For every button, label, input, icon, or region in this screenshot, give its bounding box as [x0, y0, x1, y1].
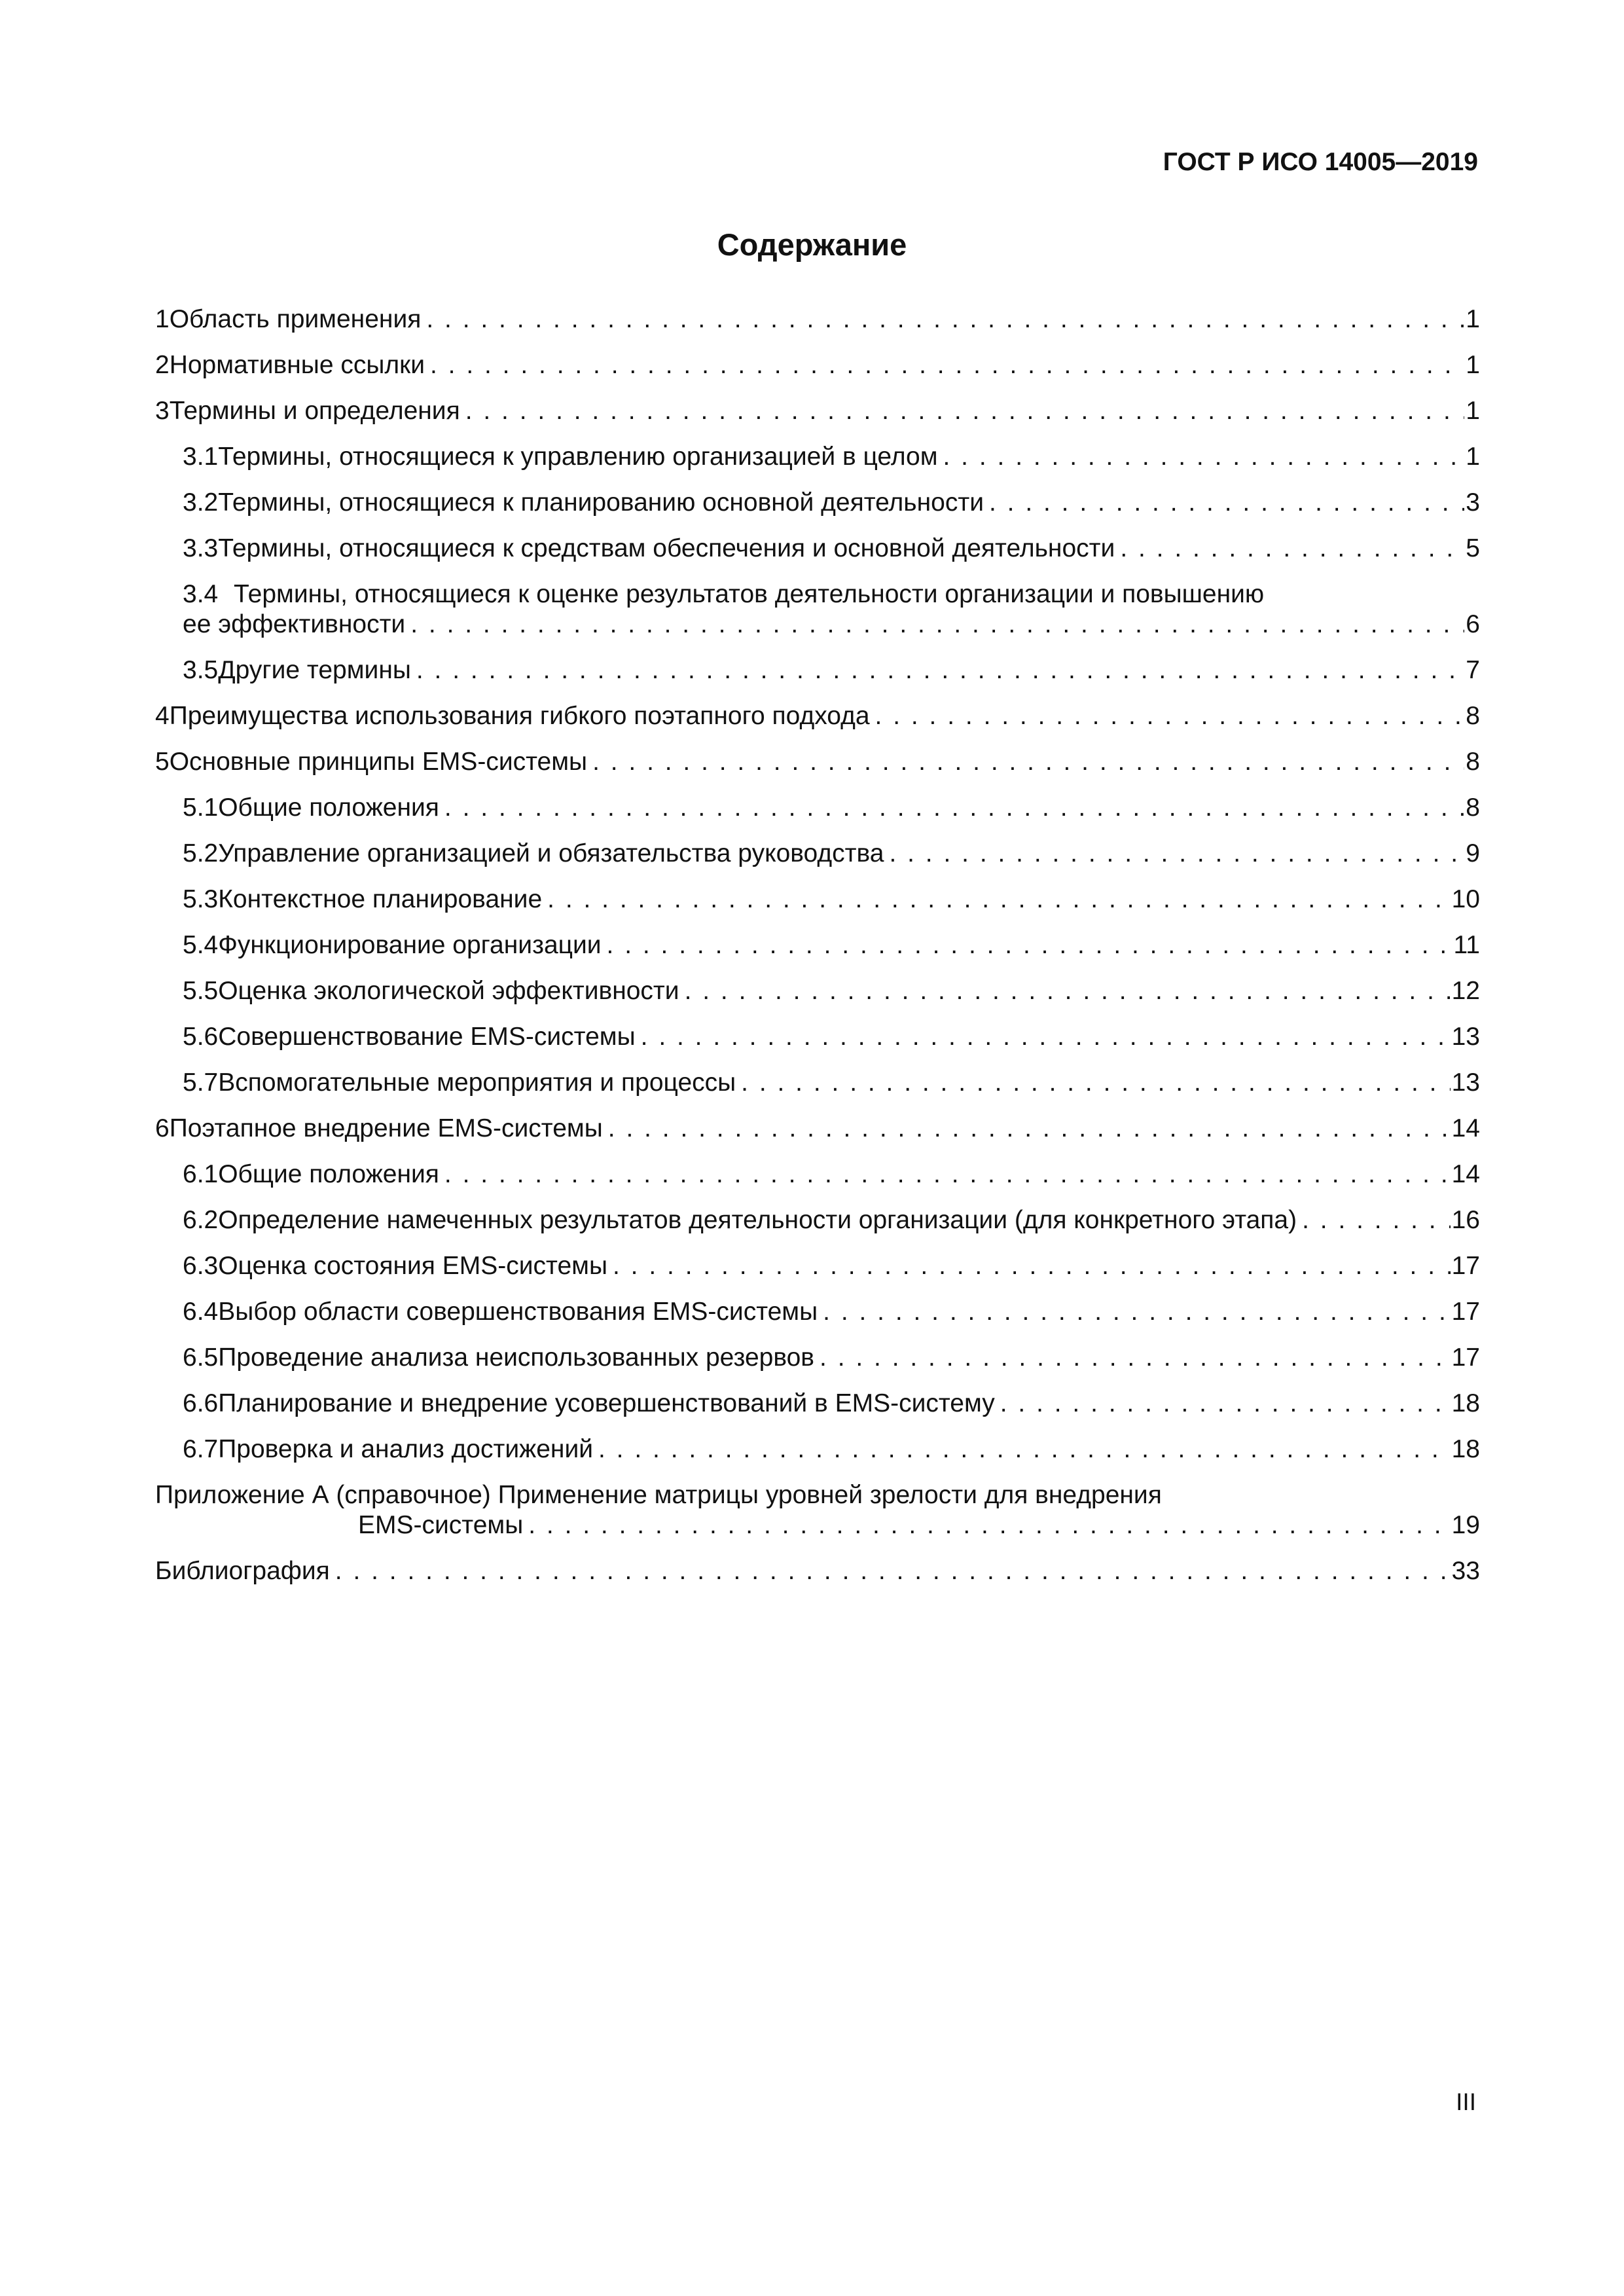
toc-entry-number: 6.4	[183, 1298, 219, 1326]
dot-leader	[613, 1251, 1451, 1281]
dot-leader	[444, 1159, 1451, 1190]
toc-entry-page: 11	[1453, 931, 1480, 959]
toc-entry-page: 3	[1466, 488, 1480, 517]
toc-entry-page: 1	[1466, 351, 1480, 379]
toc-subentry[interactable]	[155, 534, 1480, 564]
toc-entry-page: 6	[1466, 610, 1480, 638]
toc-entry-number: 6.6	[183, 1389, 219, 1417]
dot-leader	[741, 1068, 1450, 1098]
toc-entry-label: Общие положения	[218, 1160, 439, 1188]
toc-entry-page: 13	[1451, 1023, 1480, 1051]
dot-leader	[426, 304, 1464, 335]
toc-entry-label: Термины и определения	[169, 397, 460, 425]
toc-appendix-entry[interactable]	[155, 1480, 1480, 1540]
toc-entry-number: 6.1	[183, 1160, 219, 1188]
toc-entry-number: 1	[155, 305, 170, 333]
toc-entry-label: Другие термины	[218, 656, 411, 684]
dot-leader	[598, 1434, 1451, 1465]
toc-entry-number: 2	[155, 351, 170, 379]
toc-entry-label: Функционирование организации	[218, 931, 602, 959]
toc-entry-label: Основные принципы EMS-системы	[169, 748, 588, 776]
toc-entry-page: 18	[1451, 1389, 1480, 1417]
toc-entry-page: 1	[1466, 305, 1480, 333]
toc-subentry[interactable]	[155, 1389, 1480, 1419]
toc-entry-number: 6.7	[183, 1435, 219, 1463]
toc-entry-number: 5.3	[183, 885, 219, 913]
dot-leader	[943, 442, 1465, 472]
toc-entry-page: 14	[1451, 1160, 1480, 1188]
dot-leader	[608, 1114, 1451, 1144]
toc-entry-page: 8	[1466, 793, 1480, 822]
dot-leader	[1302, 1205, 1451, 1235]
toc-entry-label: Планирование и внедрение усовершенствований в EMS-систему	[218, 1389, 995, 1417]
toc-entry-label: Термины, относящиеся к планированию основной деятельности	[218, 488, 984, 517]
dot-leader	[410, 610, 1464, 640]
toc-entry-page: 8	[1466, 702, 1480, 730]
toc-title: Содержание	[717, 227, 907, 262]
toc-entry-page: 1	[1466, 443, 1480, 471]
table-of-contents	[155, 304, 1480, 1602]
toc-entry-number: 3	[155, 397, 170, 425]
toc-subentry[interactable]	[155, 1205, 1480, 1235]
toc-entry-page: 9	[1466, 839, 1480, 867]
toc-bibliography-entry[interactable]	[155, 1556, 1480, 1586]
dot-leader	[592, 747, 1464, 777]
dot-leader	[1000, 1389, 1451, 1419]
toc-entry-number: 3.3	[183, 534, 219, 562]
toc-entry-page: 14	[1451, 1114, 1480, 1142]
toc-subentry[interactable]	[155, 1343, 1480, 1373]
toc-entry-label-continued: ее эффективности	[183, 610, 406, 638]
toc-subentry[interactable]	[155, 488, 1480, 518]
toc-entry-number: 5.6	[183, 1023, 219, 1051]
toc-entry-number: 6.5	[183, 1343, 219, 1372]
toc-entry-page: 19	[1451, 1511, 1480, 1539]
toc-entry-label: Проведение анализа неиспользованных резервов	[218, 1343, 815, 1372]
toc-entry-label: Оценка экологической эффективности	[218, 977, 679, 1005]
toc-entry-label: Оценка состояния EMS-системы	[218, 1252, 608, 1280]
toc-entry-label: Библиография	[155, 1557, 330, 1585]
toc-entry-label: Термины, относящиеся к оценке результатов деятельности организации и повышению	[234, 580, 1265, 608]
dot-leader	[465, 396, 1465, 426]
toc-entry-number: 5.1	[183, 793, 219, 822]
dot-leader	[444, 793, 1464, 823]
toc-entry-label: Вспомогательные мероприятия и процессы	[218, 1068, 736, 1097]
toc-entry[interactable]	[155, 350, 1480, 380]
dot-leader	[607, 930, 1453, 960]
toc-entry-page: 5	[1466, 534, 1480, 562]
page-number: III	[1456, 2088, 1476, 2115]
toc-subentry[interactable]	[155, 793, 1480, 823]
dot-leader	[989, 488, 1464, 518]
toc-entry-number: 3.5	[183, 656, 219, 684]
toc-entry-page: 17	[1451, 1343, 1480, 1372]
toc-entry-page: 18	[1451, 1435, 1480, 1463]
toc-entry[interactable]	[155, 701, 1480, 731]
toc-entry-label: Термины, относящиеся к средствам обеспечения и основной деятельности	[218, 534, 1115, 562]
toc-subentry[interactable]	[155, 976, 1480, 1006]
dot-leader	[335, 1556, 1451, 1586]
toc-entry-label: Преимущества использования гибкого поэтапного подхода	[169, 702, 870, 730]
toc-entry-label-continued: EMS-системы	[358, 1511, 524, 1539]
toc-entry-label: Выбор области совершенствования EMS-системы	[218, 1298, 818, 1326]
toc-entry-number: 5.4	[183, 931, 219, 959]
toc-entry-number: 6	[155, 1114, 170, 1142]
dot-leader	[820, 1343, 1451, 1373]
dot-leader	[547, 884, 1450, 915]
toc-entry[interactable]	[155, 304, 1480, 335]
dot-leader	[875, 701, 1465, 731]
toc-entry-page: 13	[1451, 1068, 1480, 1097]
toc-subentry[interactable]	[155, 930, 1480, 960]
standard-header: ГОСТ Р ИСО 14005—2019	[1163, 148, 1478, 176]
toc-entry-label: Приложение А (справочное) Применение матрицы уровней зрелости для внедрения	[155, 1481, 1162, 1509]
toc-entry[interactable]	[155, 747, 1480, 777]
toc-entry-label: Общие положения	[218, 793, 439, 822]
toc-entry-label: Термины, относящиеся к управлению организацией в целом	[218, 443, 938, 471]
toc-entry-number: 3.4	[183, 580, 219, 608]
toc-entry-label: Совершенствование EMS-системы	[218, 1023, 636, 1051]
toc-subentry[interactable]	[155, 1434, 1480, 1465]
toc-entry-label: Нормативные ссылки	[169, 351, 425, 379]
toc-entry-page: 10	[1451, 885, 1480, 913]
toc-entry-number: 4	[155, 702, 170, 730]
toc-entry-page: 17	[1451, 1252, 1480, 1280]
toc-subentry[interactable]	[155, 839, 1480, 869]
toc-entry-label: Управление организацией и обязательства руководства	[218, 839, 884, 867]
toc-entry[interactable]	[155, 1114, 1480, 1144]
toc-entry-number: 5.2	[183, 839, 219, 867]
toc-entry-label: Проверка и анализ достижений	[218, 1435, 594, 1463]
toc-entry-page: 1	[1466, 397, 1480, 425]
toc-entry-page: 7	[1466, 656, 1480, 684]
dot-leader	[1120, 534, 1464, 564]
toc-subentry[interactable]	[155, 1251, 1480, 1281]
toc-entry-number: 5	[155, 748, 170, 776]
toc-entry-page: 8	[1466, 748, 1480, 776]
toc-entry-label: Поэтапное внедрение EMS-системы	[169, 1114, 603, 1142]
toc-entry[interactable]	[155, 396, 1480, 426]
toc-entry-page: 16	[1451, 1206, 1480, 1234]
toc-subentry[interactable]	[155, 1159, 1480, 1190]
toc-subentry[interactable]	[155, 1068, 1480, 1098]
toc-subentry[interactable]	[155, 442, 1480, 472]
toc-entry-number: 3.2	[183, 488, 219, 517]
toc-entry-number: 3.1	[183, 443, 219, 471]
toc-subentry[interactable]	[155, 884, 1480, 915]
toc-subentry[interactable]	[155, 1297, 1480, 1327]
dot-leader	[528, 1510, 1450, 1540]
toc-entry-page: 17	[1451, 1298, 1480, 1326]
toc-entry-label: Контекстное планирование	[218, 885, 543, 913]
toc-entry-number: 6.2	[183, 1206, 219, 1234]
toc-entry-number: 5.7	[183, 1068, 219, 1097]
toc-subentry[interactable]	[155, 655, 1480, 685]
dot-leader	[823, 1297, 1450, 1327]
toc-entry-page: 12	[1451, 977, 1480, 1005]
toc-entry-label: Определение намеченных результатов деятельности организации (для конкретного этапа)	[218, 1206, 1297, 1234]
dot-leader	[416, 655, 1464, 685]
toc-entry-number: 5.5	[183, 977, 219, 1005]
toc-entry-page: 33	[1451, 1557, 1480, 1585]
dot-leader	[641, 1022, 1451, 1052]
toc-subentry[interactable]	[155, 579, 1480, 640]
toc-entry-label: Область применения	[169, 305, 422, 333]
dot-leader	[685, 976, 1451, 1006]
dot-leader	[430, 350, 1464, 380]
dot-leader	[889, 839, 1464, 869]
toc-entry-number: 6.3	[183, 1252, 219, 1280]
toc-subentry[interactable]	[155, 1022, 1480, 1052]
